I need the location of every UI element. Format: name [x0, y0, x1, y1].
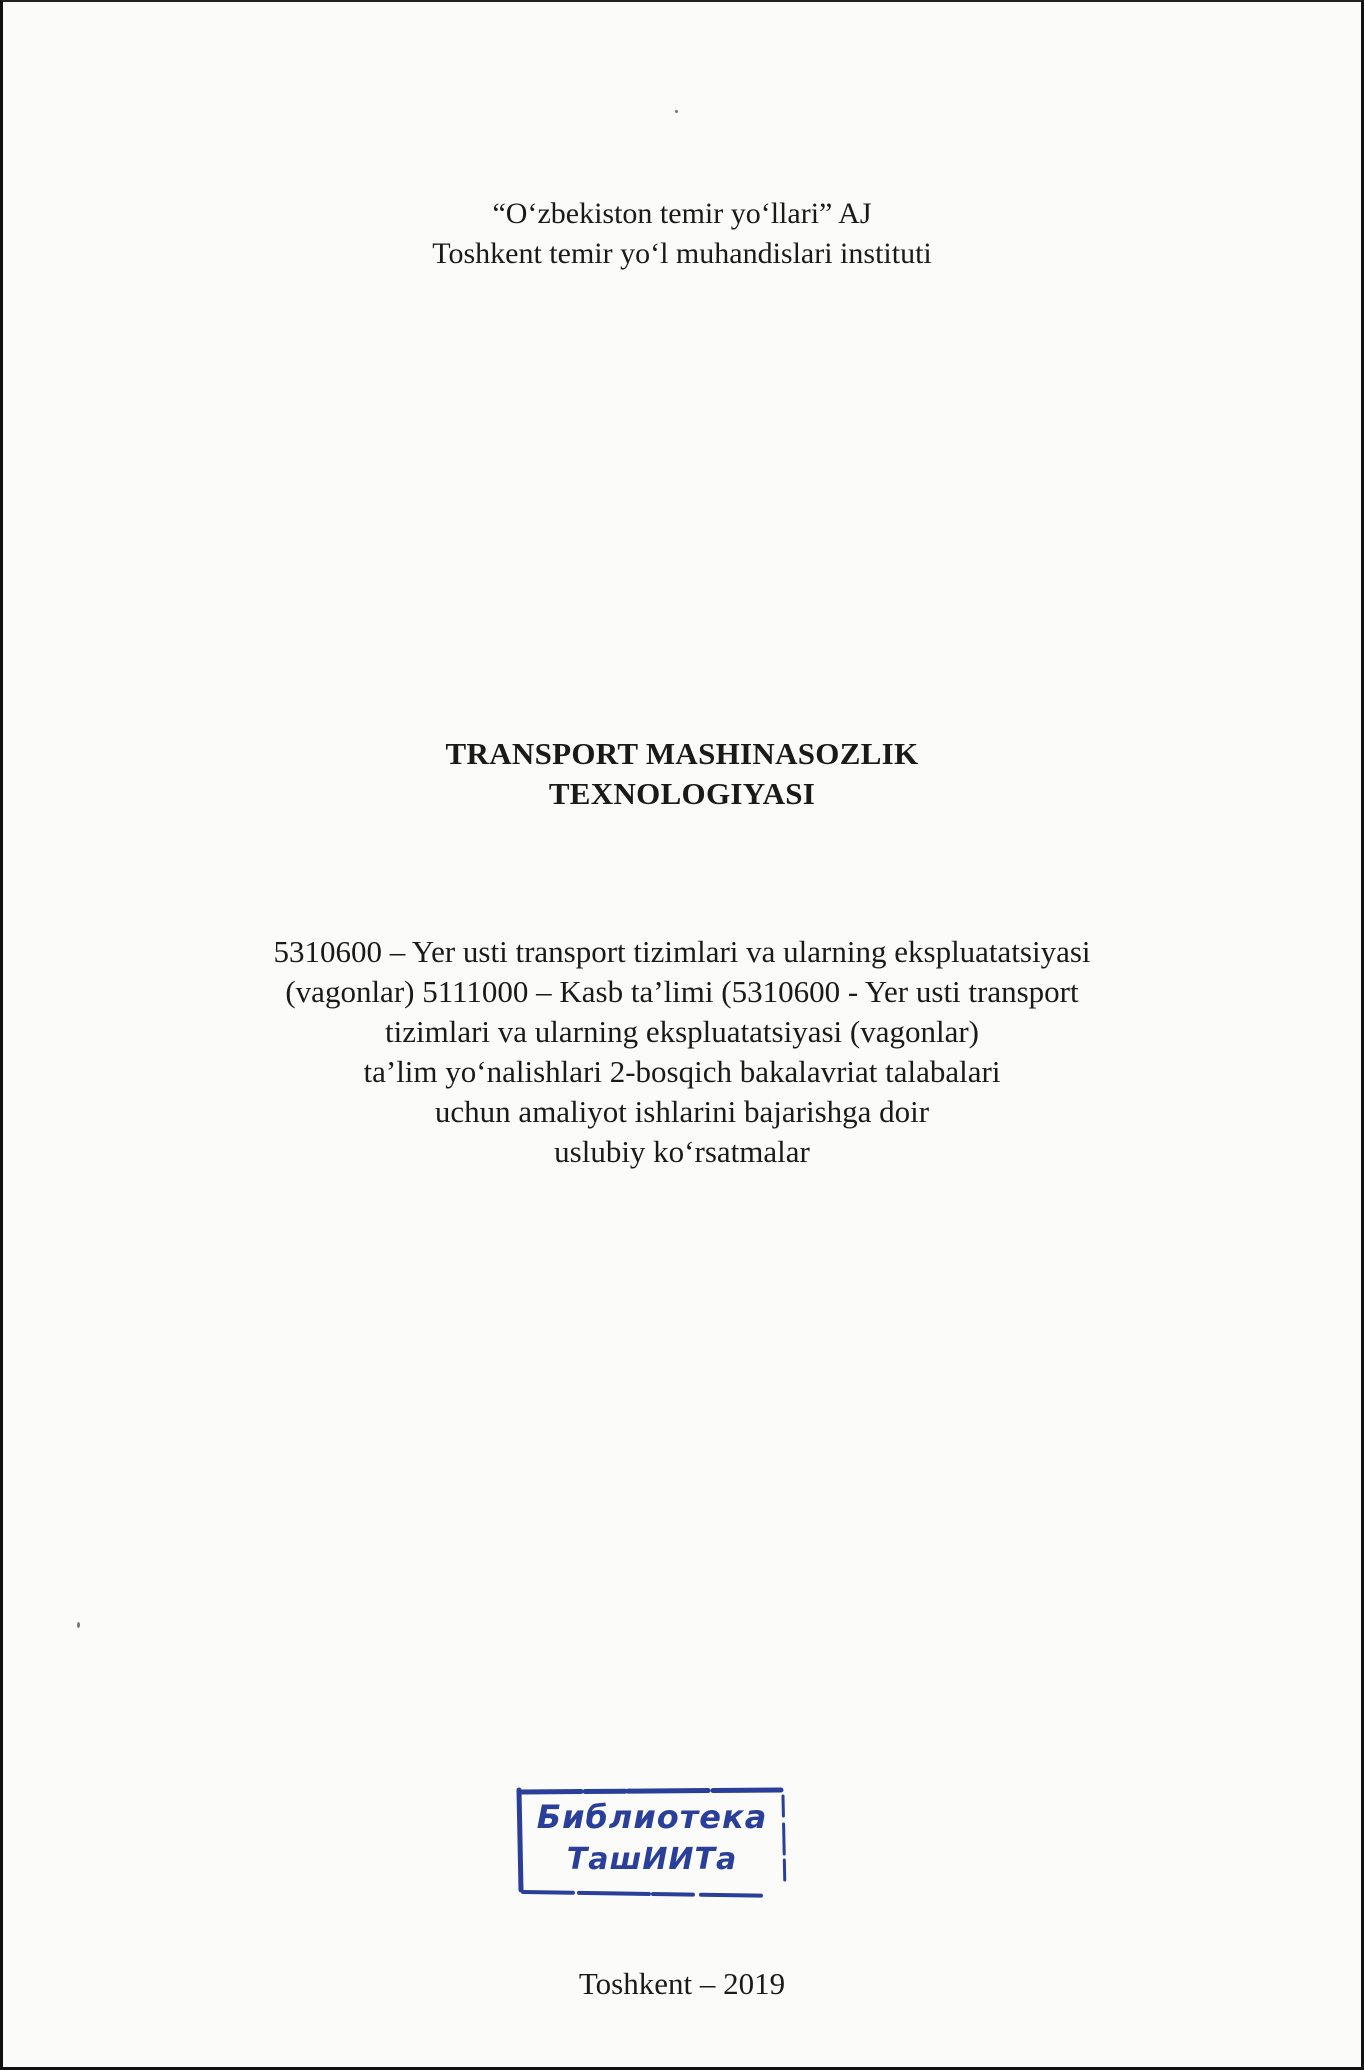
description-line: uchun amaliyot ishlarini bajarishga doir	[434, 1094, 930, 1129]
stamp-text-line-1: Библиотека	[536, 1798, 768, 1836]
description-line: uslubiy ko‘rsatmalar	[554, 1134, 810, 1169]
title-line-2: TEXNOLOGIYASI	[548, 776, 816, 811]
institute-name: Toshkent temir yo‘l muhandislari instituti	[432, 237, 932, 270]
description-line: 5310600 – Yer usti transport tizimlari va ularning ekspluatatsiyasi	[273, 934, 1091, 969]
scan-speck	[77, 1622, 80, 1628]
stamp-text-line-2: ТашИИТа	[566, 1842, 738, 1877]
description-line: ta’lim yo‘nalishlari 2-bosqich bakalavriat talabalari	[363, 1054, 1001, 1089]
description-line: (vagonlar) 5111000 – Kasb ta’limi (5310600 - Yer usti transport	[285, 974, 1079, 1009]
description-line: tizimlari va ularning ekspluatatsiyasi (vagonlar)	[385, 1014, 979, 1049]
institution-header	[3, 194, 1361, 274]
organization-name: “O‘zbekiston temir yo‘llari” AJ	[492, 197, 872, 230]
document-title	[3, 734, 1361, 814]
scan-speck	[675, 110, 678, 113]
title-line-1: TRANSPORT MASHINASOZLIK	[445, 736, 919, 771]
place-year: Toshkent – 2019	[578, 1966, 786, 2001]
document-description	[3, 932, 1361, 1172]
library-stamp	[513, 1786, 791, 1902]
